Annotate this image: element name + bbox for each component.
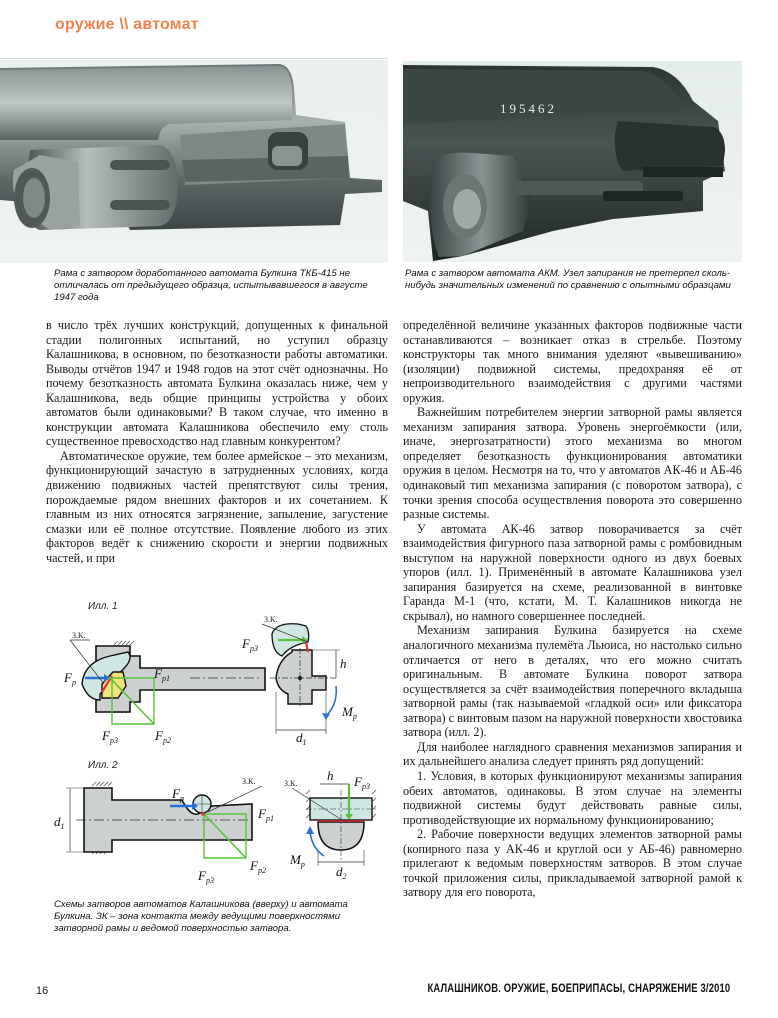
photo-caption-right: Рама с затвором автомата АКМ. Узел запирания не претерпел сколь-нибудь значительных изменений по сравнению с опытными образцами	[405, 268, 731, 291]
serial-number: 195462	[500, 101, 557, 116]
paragraph: определённой величине указанных факторов подвижные части останавливаются – возникает отказ в стрельбе. Поэтому конструкторы так много внимания уделяют «вывешиванию» (изоляции) подвижной системы, предохраняя её от непроизводительного взаимодействия с другими частями оружия.	[403, 318, 742, 405]
header-divider	[0, 58, 388, 59]
paragraph: Механизм запирания Булкина базируется на схеме аналогичного механизма пулемёта Льюиса, но настолько сильно отличается от него в деталях, что его можно считать оригинальным. В автомате Булкина поворот затвора осуществляется за счёт взаимодействия поперечного вкладыша затворной рамы (так называемой «гладкой оси» или фиксатора затвора) с винтовым пазом на наружной поверхности хвостовика затвора (илл. 2).	[403, 623, 742, 740]
fig2-d2-label: $d_2$	[336, 864, 347, 881]
fig1-fp1-label: $F_{p1}$	[154, 666, 170, 683]
fig1-d1-label: $d_1$	[296, 730, 307, 747]
list-item: 1. Условия, в которых функционируют механизмы запирания обеих автоматов, одинаковы. В этом случае на элементы подвижной системы будут действовать равные силы, противодействующие их нормальному функционированию;	[403, 768, 742, 827]
paragraph: Для наиболее наглядного сравнения механизмов запирания и их дальнейшего анализа следует принять ряд допущений:	[403, 739, 742, 769]
fig2-fp2-label: $F_{p2}$	[250, 858, 266, 875]
fig1-fp3-section-label: $F_{p3}$	[242, 636, 258, 653]
fig1-hatch-top	[114, 641, 134, 645]
paragraph: Важнейшим потребителем энергии затворной рамы является механизм запирания затвора. Уровень энергоёмкости (или, иначе, энергозатратности) этого механизма во многом определяет безотказность функционирования автоматики оружия в целом. Несмотря на то, что у автоматов АК-46 и АБ-46 одинаковый тип механизма запирания (с поворотом затвора), с точки зрения способа осуществления поворота это совершенно разные системы.	[403, 405, 742, 522]
photo-akm-bolt-carrier	[403, 61, 742, 262]
section-header: оружие \\ автомат	[55, 16, 199, 33]
page-number: 16	[36, 985, 49, 997]
figure-2-label: Илл. 2	[88, 760, 118, 771]
fig2-fp1-label: $F_{p1}$	[258, 806, 274, 823]
fig1-mp-label: $M_p$	[342, 704, 357, 721]
fig1-fp-label: $F_p$	[64, 670, 76, 687]
figure-1-label: Илл. 1	[88, 601, 118, 612]
list-item: 2. Рабочие поверхности ведущих элементов затворной рамы (копирного паза у АК-46 и круглой оси у АБ-46) равномерно прилегают к ведомым поверхностям затворов. В этом случае точкой приложения силы, прикладываемой затворной рамой к затвору для его поворота,	[403, 827, 742, 900]
fig2-fp3-section-label: $F_{p3}$	[354, 774, 370, 791]
fig2-mp-label: $M_p$	[290, 852, 305, 869]
photo-caption-left: Рама с затвором доработанного автомата Булкина ТКБ-415 не отличалась от предыдущего образца, испытывавшегося в августе 1947 года	[54, 268, 368, 303]
fig2-zk2-label: З.К.	[284, 779, 298, 788]
fig1-zk-label: З.К.	[72, 631, 86, 640]
figure-2-bulkin-bolt-diagram	[40, 770, 400, 895]
photo-bulkin-bolt-carrier	[0, 60, 388, 263]
fig2-zk-label: З.К.	[242, 777, 256, 786]
fig1-h-label: h	[340, 656, 347, 671]
paragraph: в число трёх лучших конструкций, допущенных к финальной стадии полигонных испытаний, но уступил образцу Калашникова, в основном, по безотказности работы автоматики. Выводы отчётов 1947 и 1948 годов на этот счёт однозначны. Но почему безотказность автомата Булкина оказалась ниже, чем у Калашникова, ведь общие принципы устройства у обоих автоматов были одинаковыми? В таком случае, что именно в конструкции автомата Калашникова обеспечило ему столь существенное превосходство над главным конкурентом?	[46, 318, 388, 449]
fig1-moment-arrow	[326, 686, 336, 716]
fig2-fp-label: $F_p$	[172, 786, 184, 803]
figure-1-kalashnikov-bolt-diagram	[40, 612, 400, 752]
fig1-zk2-label: З.К.	[264, 615, 278, 624]
figure-caption: Схемы затворов автоматов Калашникова (вверху) и автомата Булкина. ЗК – зона контакта между ведущими поверхностями затворной рамы и ведомой поверхностью затвора.	[54, 899, 348, 934]
paragraph: У автомата АК-46 затвор поворачивается за счёт взаимодействия фигурного паза затворной рамы с ромбовидным выступом на наружной поверхности одного из двух боевых упоров (илл. 1). Применённый в автомате Калашникова узел запирания базируется на схеме, реализованной в винтовке Гаранда М-1 (что, кстати, М. Т. Калашников никогда не скрывал), но намного совершеннее последней.	[403, 521, 742, 623]
fig1-fp3-label: $F_{p3}$	[102, 728, 118, 745]
fig2-fp3-label: $F_{p3}$	[198, 868, 214, 885]
fig2-d1-label: $d_1$	[54, 814, 65, 831]
body-column-left	[46, 318, 388, 565]
body-column-right	[403, 318, 742, 900]
fig2-h-label: h	[327, 770, 334, 783]
publication-title: КАЛАШНИКОВ. ОРУЖИЕ, БОЕПРИПАСЫ, СНАРЯЖЕНИЕ 3/2010	[427, 983, 730, 995]
paragraph: Автоматическое оружие, тем более армейское – это механизм, функционирующий зачастую в затрудненных условиях, когда движению подвижных частей препятствуют силы трения, порождаемые рядом внешних факторов и их сочетанием. К главным из них относятся загрязнение, запыление, загустение смазки или её полное отсутствие. Появление любого из этих факторов ведёт к снижению скорости и энергии подвижных частей, и при	[46, 448, 388, 565]
fig1-fp2-label: $F_{p2}$	[155, 728, 171, 745]
